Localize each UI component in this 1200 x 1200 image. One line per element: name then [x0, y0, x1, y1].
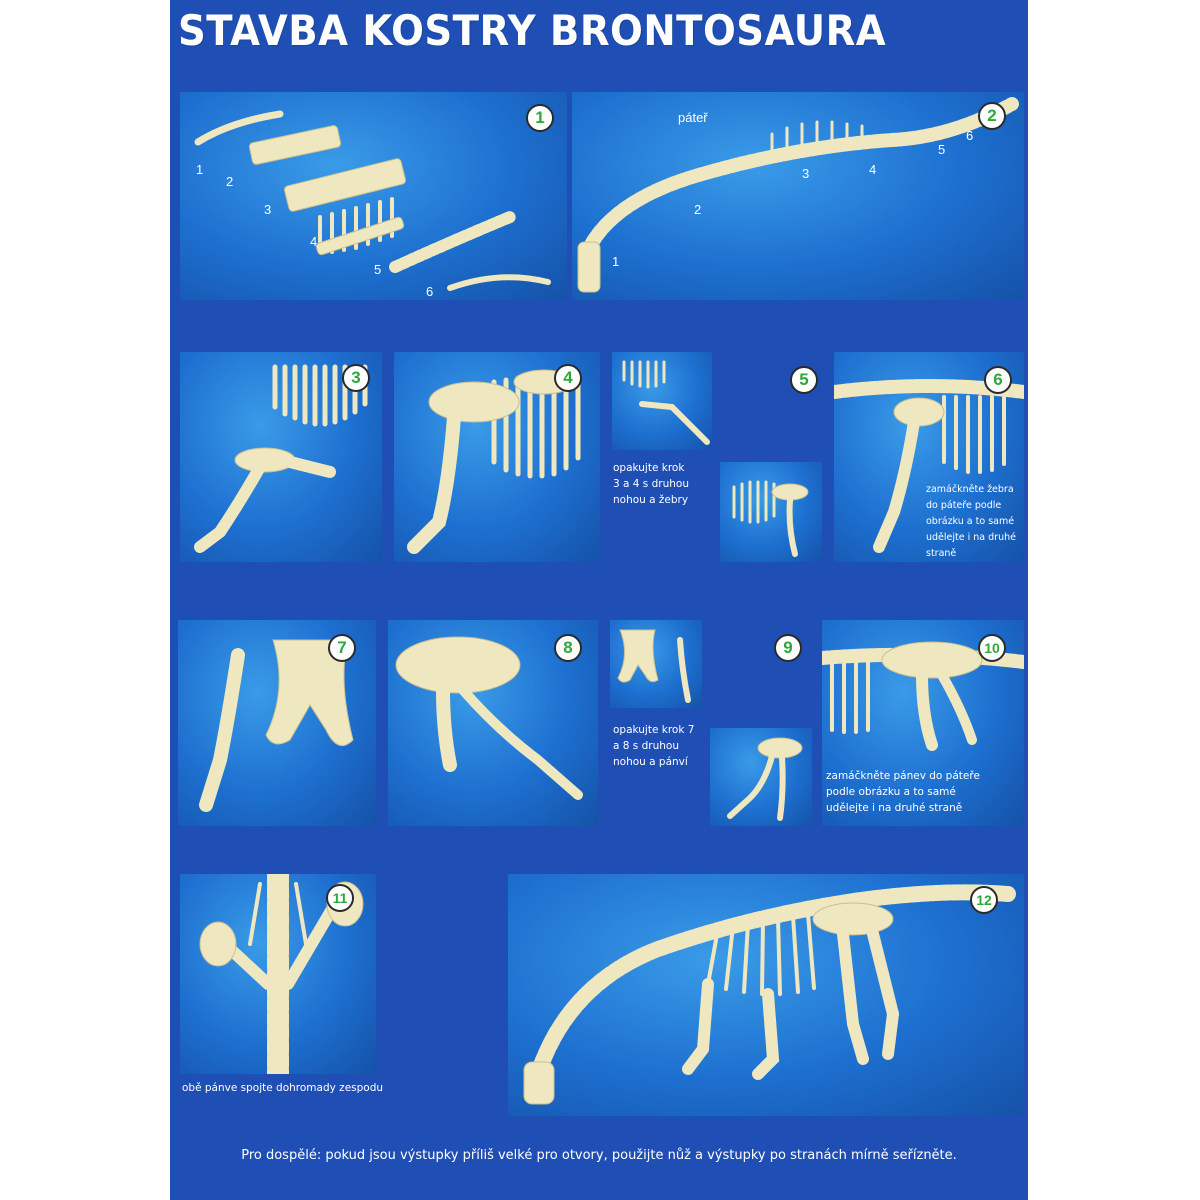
adult-note: Pro dospělé: pokud jsou výstupky příliš velké pro otvory, použijte nůž a výstupky po stranách mírně seřízněte.: [241, 1148, 957, 1163]
spine-label: páteř: [678, 110, 708, 125]
part-label: 1: [196, 162, 204, 177]
step-4-photo: [394, 352, 600, 562]
step-9-photo-a: [610, 620, 702, 708]
ribs-and-leg-small-image: [612, 352, 712, 450]
step-8-photo: [388, 620, 598, 826]
finished-skeleton-image: [508, 874, 1024, 1116]
step-badge: 1: [526, 104, 554, 132]
step-badge: 8: [554, 634, 582, 662]
assembled-spine-image: [572, 92, 1024, 300]
page-title: STAVBA KOSTRY BRONTOSAURA: [178, 6, 887, 55]
part-label: 3: [264, 202, 272, 217]
second-leg-assembled-image: [720, 462, 822, 562]
step-5-photo-a: [612, 352, 712, 450]
pelvis-and-leg-small-image: [610, 620, 702, 708]
step-badge: 2: [978, 102, 1006, 130]
step-5-photo-b: [720, 462, 822, 562]
part-label: 4: [310, 234, 318, 249]
step-11-caption: obě pánve spojte dohromady zespodu: [182, 1082, 384, 1094]
part-label: 6: [966, 128, 974, 143]
step-6-caption: zamáčkněte žebra do páteře podle obrázku a to samé udělejte i na druhé straně: [926, 484, 1016, 559]
step-10-caption: zamáčkněte pánev do páteře podle obrázku a to samé udělejte i na druhé straně: [826, 770, 980, 814]
step-5-caption: opakujte krok 3 a 4 s druhou nohou a žebry: [613, 462, 689, 506]
part-label: 5: [938, 142, 946, 157]
step-badge: 6: [984, 366, 1012, 394]
step-7-photo: [178, 620, 376, 826]
part-label: 1: [612, 254, 620, 269]
step-3-photo: [180, 352, 382, 562]
part-label: 5: [374, 262, 382, 277]
step-12-photo: [508, 874, 1024, 1116]
step-1-photo: [180, 92, 567, 300]
instruction-sheet: [170, 0, 1028, 1200]
step-badge: 3: [342, 364, 370, 392]
part-label: 6: [426, 284, 434, 299]
part-label: 4: [869, 162, 877, 177]
step-9-caption: opakujte krok 7 a 8 s druhou nohou a pánví: [613, 724, 695, 768]
step-11-photo: [180, 874, 376, 1074]
step-badge: 11: [326, 884, 354, 912]
step-badge: 5: [790, 366, 818, 394]
step-badge: 4: [554, 364, 582, 392]
part-label: 3: [802, 166, 810, 181]
step-2-photo: [572, 92, 1024, 300]
part-label: 2: [694, 202, 702, 217]
second-pelvis-leg-image: [710, 728, 812, 826]
step-badge: 12: [970, 886, 998, 914]
step-9-photo-b: [710, 728, 812, 826]
step-badge: 9: [774, 634, 802, 662]
step-badge: 10: [978, 634, 1006, 662]
part-label: 2: [226, 174, 234, 189]
step-badge: 7: [328, 634, 356, 662]
